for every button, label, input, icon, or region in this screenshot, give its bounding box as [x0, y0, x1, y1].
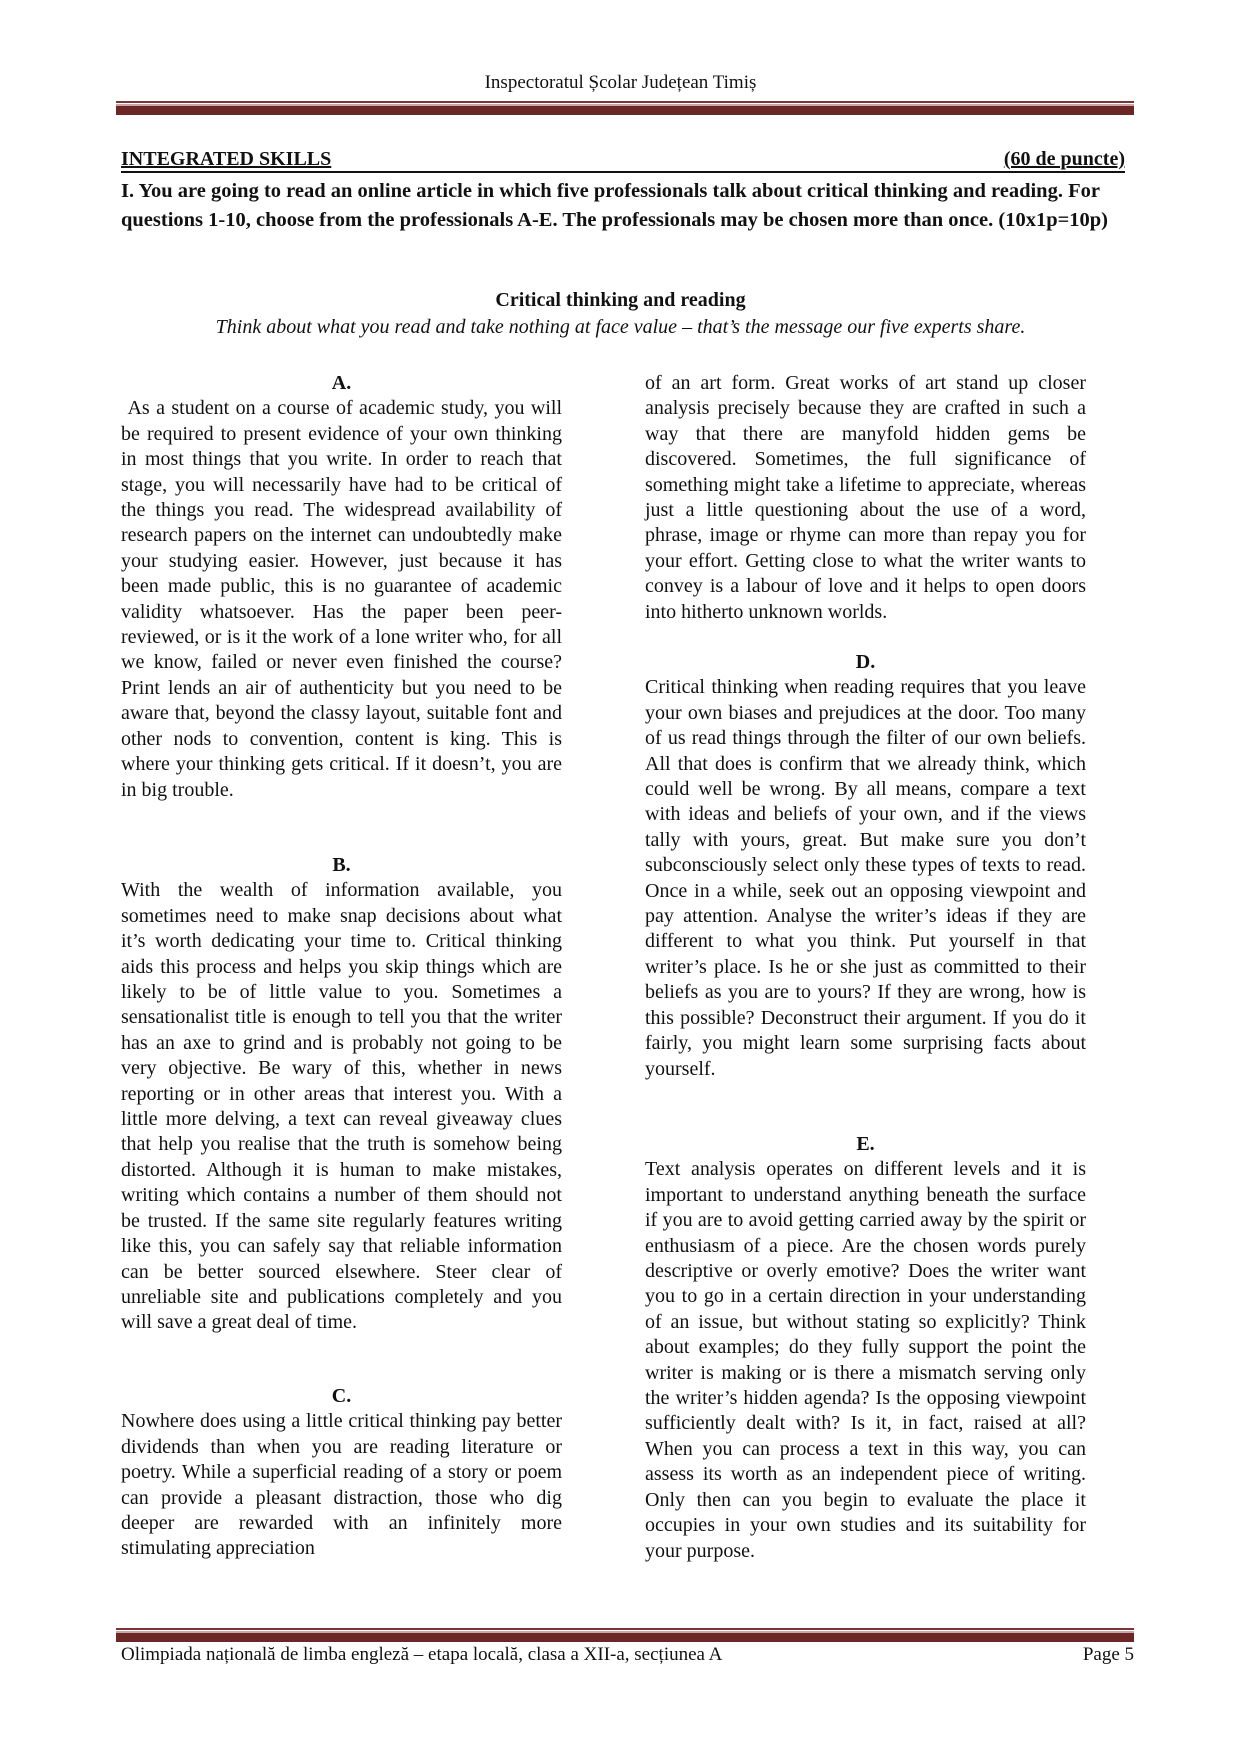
section-e: [645, 1132, 1086, 1564]
section-text: of an art form. Great works of art stand up closer analysis precisely because they are crafted in such a way that there are manyfold hidden gems be discovered. Sometimes, the full significance of something might take a lifetime to appreciate, whereas just a little questioning about the use of a word, phrase, image or rhyme can more than repay you for your effort. Getting close to what the writer wants to convey is a labour of love and it helps to open doors into hitherto unknown worlds.: [645, 372, 1086, 623]
section-label: E.: [856, 1133, 875, 1155]
section-text: With the wealth of information available, you sometimes need to make snap decisions about what it’s worth dedicating your time to. Critical thinking aids this process and helps you skip things which are likely to be of little value to you. Sometimes a sensationalist title is enough to tell you that the writer has an axe to grind and is probably not going to be very objective. Be wary of this, whether in news reporting or in other areas that interest you. With a little more delving, a text can reveal giveaway clues that help you realise that the truth is somehow being distorted. Although it is human to make mistakes, writing which contains a number of them should not be trusted. If the same site regularly features writing like this, you can safely say that reliable information can be better sourced elsewhere. Steer clear of unreliable site and publications completely and you will save a great deal of time.: [121, 879, 562, 1334]
section-heading: [121, 147, 1125, 173]
section-label: B.: [332, 854, 351, 876]
header-divider: [116, 104, 1134, 115]
section-label: D.: [855, 651, 876, 673]
section-b: [121, 853, 562, 1336]
section-c-continued: [645, 371, 1086, 625]
section-label: C.: [331, 1385, 352, 1407]
section-title: INTEGRATED SKILLS: [121, 148, 332, 170]
section-a: [121, 371, 568, 803]
page-footer: [121, 1644, 1134, 1666]
article-title: Critical thinking and reading: [495, 289, 746, 311]
section-text: Text analysis operates on different levels and it is important to understand anything beneath the surface if you are to avoid getting carried away by the spirit or enthusiasm of a piece. Are the chosen words purely descriptive or overly emotive? Does the writer want you to go in a certain direction in your understanding of an issue, but without stating so explicitly? Think about examples; do they fully support the point the writer is making or is there a mismatch serving only the writer’s hidden agenda? Is the opposing viewpoint sufficiently dealt with? Is it, in fact, raised at all? When you can process a text in this way, you can assess its worth as an independent piece of writing. Only then can you begin to evaluate the place it occupies in your own studies and its suitability for your purpose.: [645, 1158, 1086, 1562]
section-points: (60 de puncte): [1003, 148, 1125, 170]
section-text: As a student on a course of academic study, you will be required to present evidence of your own thinking in most things that you write. In order to reach that stage, you will necessarily have had to be critical of the things you read. The widespread availability of research papers on the internet can undoubtedly make your studying easier. However, just because it has been made public, this is no guarantee of academic validity whatsoever. Has the paper been peer-reviewed, or is it the work of a lone writer who, for all we know, failed or never even finished the course? Print lends an air of authenticity but you need to be aware that, beyond the classy layout, suitable font and other nods to convention, content is king. This is where your thinking gets critical. If it doesn’t, you are in big trouble.: [121, 397, 568, 801]
page-header: Inspectoratul Școlar Județean Timiș: [484, 72, 757, 93]
section-label: A.: [331, 372, 352, 394]
footer-text: Olimpiada națională de limba engleză – etapa locală, clasa a XII-a, secțiunea A: [121, 1644, 723, 1665]
task-instructions: I. You are going to read an online article in which five professionals talk about critical thinking and reading. For questions 1-10, choose from the professionals A-E. The professionals may be chosen more than once. (10x1p=10p): [121, 180, 1109, 231]
section-text: Nowhere does using a little critical thinking pay better dividends than when you are reading literature or poetry. While a superficial reading of a story or poem can provide a pleasant distraction, those who dig deeper are rewarded with an infinitely more stimulating appreciation: [121, 1410, 562, 1560]
section-d: [645, 650, 1086, 1082]
article-subtitle: Think about what you read and take nothing at face value – that’s the message our five experts share.: [215, 316, 1026, 338]
section-text: Critical thinking when reading requires that you leave your own biases and prejudices at the door. Too many of us read things through the filter of our own beliefs. All that does is confirm that we already think, which could well be wrong. By all means, compare a text with ideas and beliefs of your own, and if the views tally with yours, great. But make sure you don’t subconsciously select only these types of texts to read. Once in a while, seek out an opposing viewpoint and pay attention. Analyse the writer’s ideas if they are different to what you think. Put yourself in that writer’s place. Is he or she just as committed to their beliefs as you are to yours? If they are wrong, how is this possible? Deconstruct their argument. If you do it fairly, you might learn some surprising facts about yourself.: [645, 676, 1086, 1080]
page-number: Page 5: [1082, 1644, 1134, 1665]
footer-divider: [116, 1631, 1134, 1642]
section-c: [121, 1384, 562, 1562]
